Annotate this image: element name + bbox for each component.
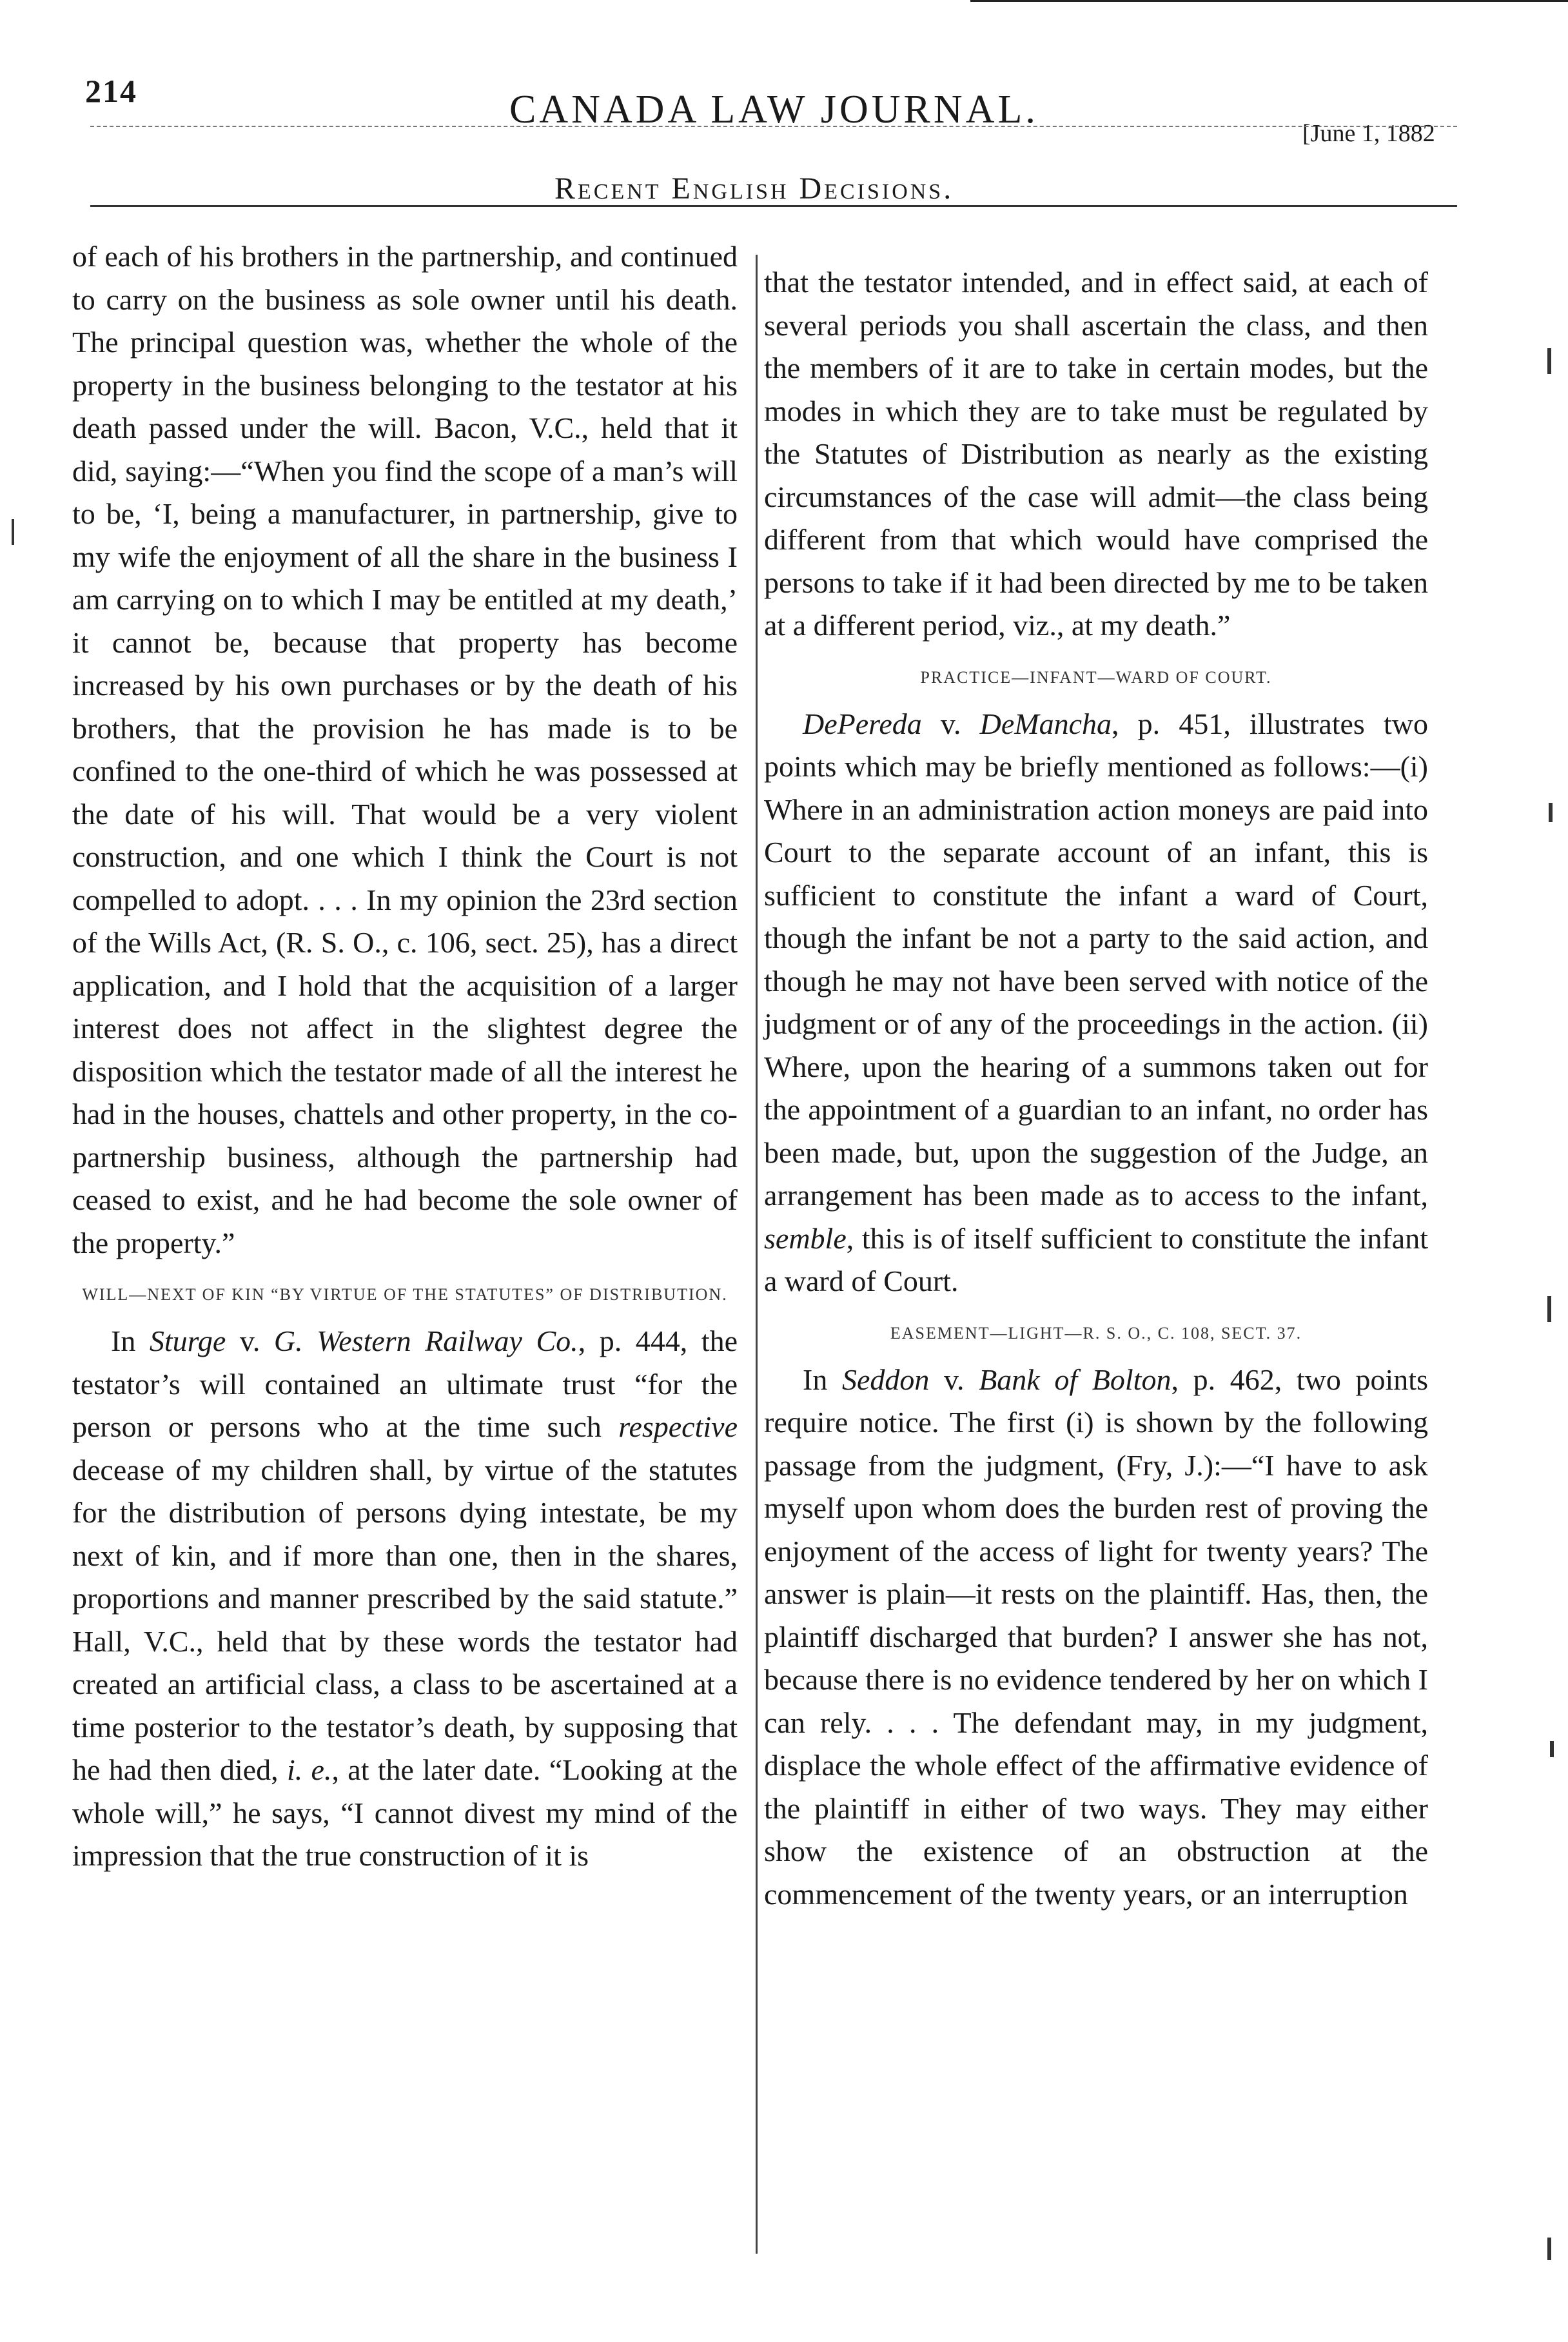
emphasis: respective xyxy=(618,1410,738,1443)
case-name: DePereda xyxy=(803,707,922,740)
left-paragraph-2 xyxy=(72,1320,738,1878)
header-rule xyxy=(90,126,1457,127)
issue-date: [June 1, 1882 xyxy=(1302,120,1435,147)
text-run: v. xyxy=(226,1324,274,1357)
emphasis: semble xyxy=(764,1221,847,1255)
case-name: DeMancha xyxy=(979,707,1112,740)
text-run: In xyxy=(111,1324,150,1357)
text-run: v. xyxy=(921,707,980,740)
text-run: v. xyxy=(929,1363,979,1396)
text-run: , at the later date. “Looking at the whole will,” he says, “I cannot divest my mind of the impression that the true construction of it is xyxy=(72,1753,738,1872)
case-name: Sturge xyxy=(149,1324,226,1357)
case-name: Seddon xyxy=(841,1363,930,1396)
margin-mark xyxy=(1547,1296,1551,1322)
top-edge-rule xyxy=(970,0,1568,2)
emphasis: i. e. xyxy=(286,1753,332,1786)
text-run: In xyxy=(803,1363,842,1396)
right-paragraph-3 xyxy=(764,1359,1428,1916)
left-column xyxy=(72,235,738,1878)
journal-title: CANADA LAW JOURNAL. xyxy=(509,88,1039,132)
right-subheading-2: EASEMENT—LIGHT—R. S. O., C. 108, SECT. 37. xyxy=(890,1323,1302,1343)
page-number: 214 xyxy=(85,73,137,109)
text-run: , this is of itself sufficient to constitute the infant a ward of Court. xyxy=(764,1221,1428,1297)
section-rule xyxy=(90,205,1457,207)
right-paragraph-2 xyxy=(764,703,1428,1303)
margin-mark xyxy=(1550,1741,1554,1757)
text-run: , p. 451, illustrates two points which may be briefly mentioned as follows:—(i) Where in an administration action moneys are paid into Court to the separate account of an infant, this is sufficient to constitute the infant a ward of Court, though the infant be not a party to the said action, and though he may not have been served with notice of the judgment or of any of the proceedings in the action. (ii) Where, upon the hearing of a summons taken out for the appointment of a guardian to an infant, no order has been made, but, upon the suggestion of the Judge, an arrangement has been made as to access to the infant, xyxy=(764,707,1428,1212)
right-subheading-1: PRACTICE—INFANT—WARD OF COURT. xyxy=(920,667,1272,687)
case-name: G. Western Railway Co. xyxy=(273,1324,578,1357)
left-subheading: WILL—NEXT OF KIN “BY VIRTUE OF THE STATUTES” OF DISTRIBUTION. xyxy=(82,1285,728,1304)
text-run: , p. 462, two points require notice. The first (i) is shown by the following passage from the judgment, (Fry, J.):—“I have to ask myself upon whom does the burden rest of proving the enjoyment of the access of light for twenty years? The answer is plain—it rests on the plaintiff. Has, then, the plaintiff discharged that burden? I answer she has not, because there is no evidence tendered by her on which I can rely. . . . The defendant may, in my judgment, displace the whole effect of the affirmative evidence of the plaintiff in either of two ways. They may either show the existence of an obstruction at the commencement of the twenty years, or an interruption xyxy=(764,1363,1428,1911)
section-heading: Recent English Decisions. xyxy=(554,172,954,206)
margin-mark xyxy=(1549,803,1553,822)
text-run: , p. 444, the testator’s will contained an ultimate trust “for the person or persons who at the time such xyxy=(72,1324,738,1443)
case-name: Bank of Bolton xyxy=(979,1363,1171,1396)
left-paragraph-1: of each of his brothers in the partnership, and continued to carry on the business as sole owner until his death. The principal question was, whether the whole of the property in the business belonging to the testator at his death passed under the will. Bacon, V.C., held that it did, saying:—“When you find the scope of a man’s will to be, ‘I, being a manufacturer, in partnership, give to my wife the enjoyment of all the share in the business I am carrying on to which I may be entitled at my death,’ it cannot be, because that property has become increased by his own purchases or by the death of his brothers, that the provision he has made is to be confined to the one-third of which he was possessed at the date of his will. That would be a very violent construction, and one which I think the Court is not compelled to adopt. . . . In my opinion the 23rd section of the Wills Act, (R. S. O., c. 106, sect. 25), has a direct application, and I hold that the acquisition of a larger interest does not affect in the slightest degree the disposition which the testator made of all the interest he had in the houses, chattels and other property, in the co-partnership business, although the partnership had ceased to exist, and he had become the sole owner of the property.” xyxy=(72,240,738,1259)
column-divider xyxy=(756,255,758,2254)
right-paragraph-1: that the testator intended, and in effect said, at each of several periods you shall ascertain the class, and then the members of it are to take in certain modes, but the modes in which they are to take must be regulated by the Statutes of Distribution as nearly as the existing circumstances of the case will admit—the class being different from that which would have comprised the persons to take if it had been directed by me to be taken at a different period, viz., at my death.” xyxy=(764,266,1428,642)
right-column xyxy=(764,261,1428,1916)
margin-mark xyxy=(1547,2238,1551,2260)
text-run: decease of my children shall, by virtue of the statutes for the distribution of persons dying intestate, be my next of kin, and if more than one, then in the shares, proportions and manner prescribed by the said statute.” Hall, V.C., held that by these words the testator had created an artificial class, a class to be ascertained at a time posterior to the testator’s death, by supposing that he had then died, xyxy=(72,1453,738,1786)
margin-mark xyxy=(1547,348,1551,374)
margin-mark xyxy=(12,519,14,545)
